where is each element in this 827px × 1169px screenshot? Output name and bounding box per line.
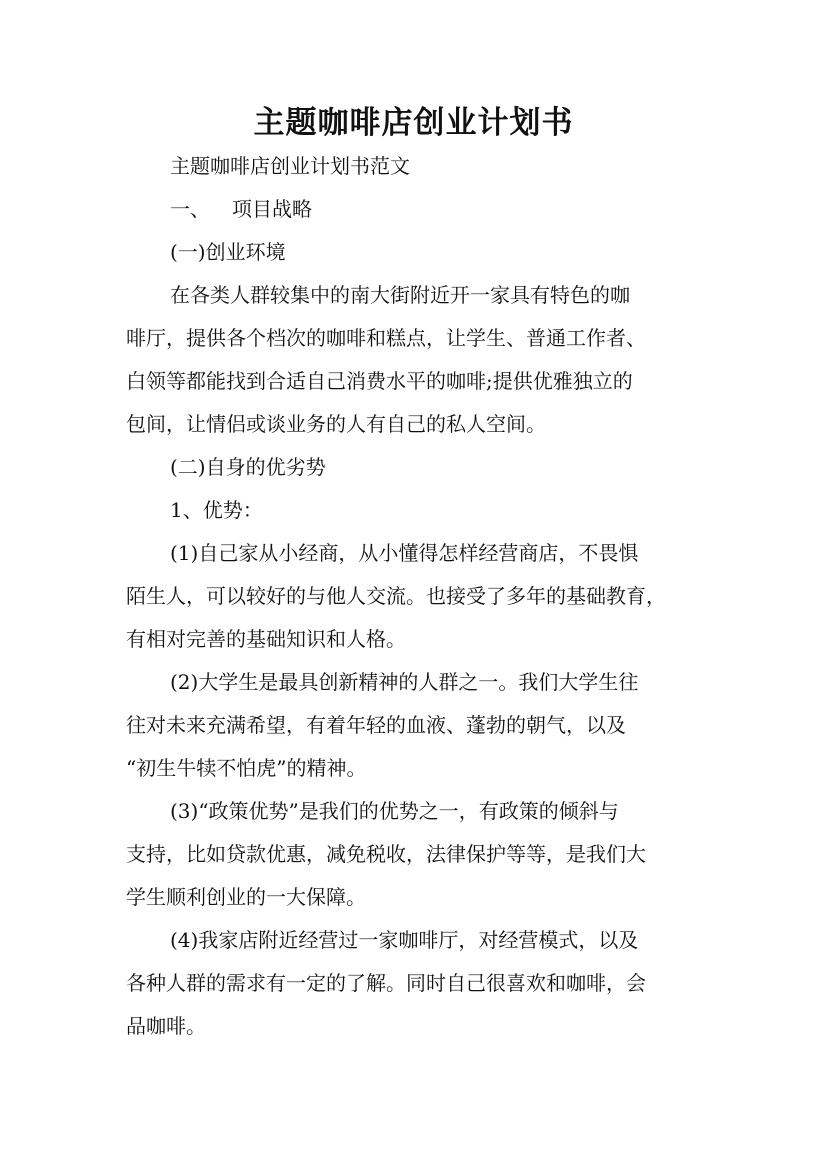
subsection-heading-strengths-weaknesses: (二)自身的优劣势 (170, 455, 326, 479)
paragraph-line: 往对未来充满希望，有着年轻的血液、蓬勃的朝气，以及 (126, 713, 626, 737)
paragraph-advantage-1 (126, 532, 726, 661)
paragraph-line: 白领等都能找到合适自己消费水平的咖啡;提供优雅独立的 (126, 369, 633, 393)
paragraph-line: (3)“政策优势”是我们的优势之一，有政策的倾斜与 (170, 799, 619, 823)
paragraph-line: 包间，让情侣或谈业务的人有自己的私人空间。 (126, 412, 546, 436)
paragraph-line: 学生顺利创业的一大保障。 (126, 885, 366, 909)
paragraph-line: 品咖啡。 (126, 1014, 206, 1038)
paragraph-line: (4)我家店附近经营过一家咖啡厅，对经营模式，以及 (170, 928, 639, 952)
paragraph-line: (2)大学生是最具创新精神的人群之一。我们大学生往 (170, 670, 639, 694)
section-title: 项目战略 (232, 197, 312, 221)
advantages-heading: 1、优势： (170, 498, 263, 522)
paragraph-line: “初生牛犊不怕虎”的精神。 (126, 756, 367, 780)
paragraph-advantage-4 (126, 919, 726, 1048)
paragraph-line: 各种人群的需求有一定的了解。同时自己很喜欢和咖啡，会 (126, 971, 646, 995)
paragraph-line: 在各类人群较集中的南大街附近开一家具有特色的咖 (170, 283, 630, 307)
document-body (126, 145, 726, 1048)
paragraph-environment (126, 274, 726, 446)
paragraph-line: 支持，比如贷款优惠，减免税收，法律保护等等，是我们大 (126, 842, 646, 866)
section-number: 一、 (170, 197, 210, 221)
paragraph-line: (1)自己家从小经商，从小懂得怎样经营商店，不畏惧 (170, 541, 639, 565)
paragraph-advantage-3 (126, 790, 726, 919)
document-subtitle: 主题咖啡店创业计划书范文 (170, 154, 410, 178)
paragraph-line: 啡厅，提供各个档次的咖啡和糕点，让学生、普通工作者、 (126, 326, 646, 350)
section-heading-strategy (126, 188, 726, 231)
paragraph-line: 有相对完善的基础知识和人格。 (126, 627, 406, 651)
document-title: 主题咖啡店创业计划书 (253, 105, 574, 141)
subsection-heading-environment: (一)创业环境 (170, 240, 286, 264)
paragraph-advantage-2 (126, 661, 726, 790)
paragraph-line: 陌生人，可以较好的与他人交流。也接受了多年的基础教育， (126, 584, 666, 608)
